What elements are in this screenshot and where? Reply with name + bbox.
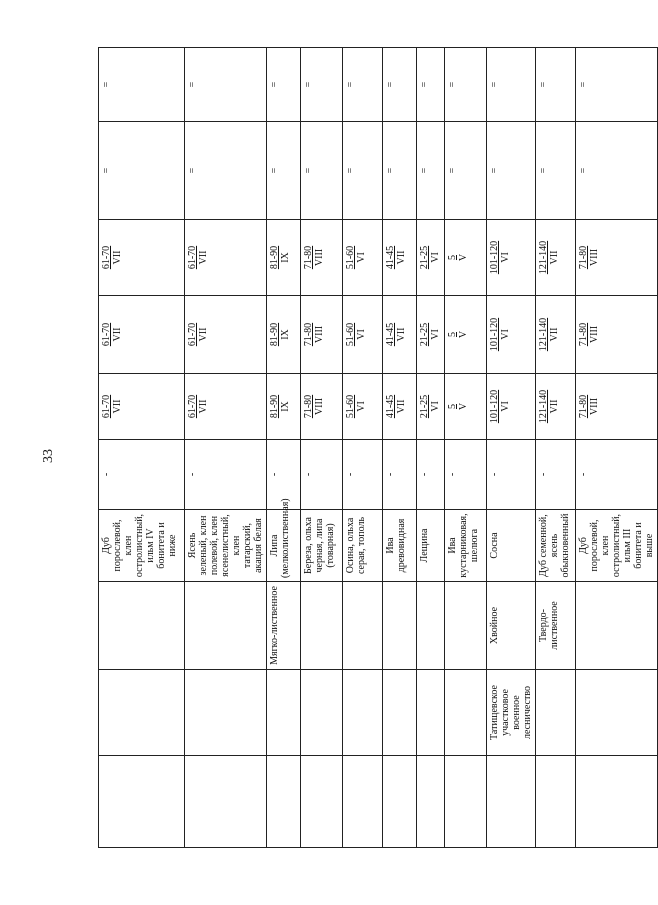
- district-cell: [301, 670, 343, 756]
- fraction-numerator: 51-60: [345, 394, 356, 419]
- equal-cell-2: [301, 48, 343, 122]
- fraction-denominator: IX: [280, 252, 291, 263]
- mark-cell-text: -: [489, 472, 500, 477]
- fraction-numerator: 41-45: [385, 245, 396, 270]
- equal-cell-1: [536, 122, 576, 220]
- table-row: [487, 48, 536, 848]
- species-cell-text: Осина, ольха серая, тополь: [345, 516, 367, 575]
- fraction: [578, 323, 600, 346]
- table-row: [99, 48, 185, 848]
- fraction: [303, 323, 325, 346]
- species-cell-text: Ива древовидная: [385, 518, 407, 573]
- value-cell-1: [301, 374, 343, 440]
- table-row: [301, 48, 343, 848]
- fraction-numerator: 71-80: [303, 245, 314, 270]
- equal-cell-2-text: =: [187, 81, 198, 88]
- value-cell-2: [487, 296, 536, 374]
- fraction: [101, 246, 123, 269]
- table-row: [343, 48, 383, 848]
- fraction-denominator: V: [458, 253, 469, 262]
- species-cell-text: Дуб порослевой, клен остролистный, ильм III бонитета и выше: [578, 513, 655, 578]
- fraction-denominator: VII: [549, 250, 560, 265]
- district-cell: [343, 670, 383, 756]
- value-cell-1: [417, 374, 445, 440]
- fraction-numerator: 61-70: [187, 245, 198, 270]
- species-cell: [267, 498, 301, 582]
- fraction-numerator: 61-70: [187, 394, 198, 419]
- value-cell-3: [576, 220, 658, 296]
- mark-cell: [185, 440, 267, 510]
- value-cell-3: [185, 220, 267, 296]
- species-cell: [99, 510, 185, 582]
- species-cell-text: Лещина: [419, 528, 430, 563]
- district-cell-text: Татищевское участковое военное лесничество: [489, 685, 533, 740]
- equal-cell-2-text: =: [269, 81, 280, 88]
- fraction-denominator: VI: [356, 252, 367, 263]
- group-cell-text: Мягко-лиственное: [269, 586, 280, 665]
- fraction-numerator: 21-25: [419, 245, 430, 270]
- value-cell-1: [383, 374, 417, 440]
- fraction-denominator: VI: [500, 401, 511, 412]
- equal-cell-1: [383, 122, 417, 220]
- fraction-numerator: 51-60: [345, 245, 356, 270]
- equal-cell-1-text: =: [538, 167, 549, 174]
- value-cell-2: [417, 296, 445, 374]
- species-cell: [487, 510, 536, 582]
- fraction-numerator: 41-45: [385, 322, 396, 347]
- equal-cell-2-text: =: [419, 81, 430, 88]
- species-cell: [445, 510, 487, 582]
- equal-cell-1: [445, 122, 487, 220]
- district-cell: [417, 670, 445, 756]
- table-row: [417, 48, 445, 848]
- fraction-denominator: VII: [112, 399, 123, 414]
- equal-cell-1: [99, 122, 185, 220]
- equal-cell-1: [576, 122, 658, 220]
- fraction-denominator: VIII: [589, 397, 600, 416]
- fraction-numerator: 71-80: [578, 394, 589, 419]
- fraction: [101, 323, 123, 346]
- equal-cell-1-text: =: [187, 167, 198, 174]
- equal-cell-2-text: =: [303, 81, 314, 88]
- district-cell: [445, 670, 487, 756]
- species-cell-text: Липа (мелколиственная): [269, 498, 291, 578]
- value-cell-2: [99, 296, 185, 374]
- fraction: [489, 241, 511, 274]
- fraction: [385, 246, 407, 269]
- fraction-numerator: 5: [447, 255, 458, 261]
- value-cell-2: [445, 296, 487, 374]
- equal-cell-2: [267, 48, 301, 122]
- equal-cell-2: [185, 48, 267, 122]
- value-cell-3: [417, 220, 445, 296]
- mark-cell-text: -: [419, 472, 430, 477]
- equal-cell-1: [343, 122, 383, 220]
- value-cell-1: [343, 374, 383, 440]
- equal-cell-2: [383, 48, 417, 122]
- mark-cell: [576, 440, 658, 510]
- group-cell: [576, 582, 658, 670]
- fraction-numerator: 71-80: [303, 322, 314, 347]
- district-cell: [99, 670, 185, 756]
- fraction-denominator: VII: [112, 327, 123, 342]
- fraction-denominator: VIII: [589, 248, 600, 267]
- equal-cell-2: [99, 48, 185, 122]
- fraction-denominator: VIII: [314, 248, 325, 267]
- fraction-numerator: 71-80: [578, 322, 589, 347]
- value-cell-1: [99, 374, 185, 440]
- group-cell-text: Хвойное: [489, 606, 500, 645]
- species-cell-text: Сосна: [489, 532, 500, 559]
- value-cell-3: [536, 220, 576, 296]
- value-cell-3: [301, 220, 343, 296]
- mark-cell-text: -: [101, 472, 112, 477]
- species-cell: [417, 510, 445, 582]
- fraction-denominator: VI: [430, 329, 441, 340]
- table-sheet: [98, 48, 655, 848]
- species-cell: [383, 510, 417, 582]
- fraction: [187, 323, 209, 346]
- fraction: [345, 395, 367, 418]
- fraction-denominator: VI: [430, 252, 441, 263]
- group-cell: [487, 582, 536, 670]
- fraction-denominator: VII: [198, 250, 209, 265]
- fraction-numerator: 101-120: [489, 389, 500, 424]
- species-cell-text: Ясень зеленый, клен полевой, клен ясенелистный, клен татарский, акация белая: [187, 514, 264, 577]
- fraction: [385, 395, 407, 418]
- species-cell-text: Береза, ольха черная, липа (товарная): [303, 517, 336, 574]
- value-cell-2: [576, 296, 658, 374]
- mark-cell: [343, 440, 383, 510]
- blank-cell: [185, 756, 267, 848]
- fraction: [187, 246, 209, 269]
- fraction-numerator: 81-90: [269, 394, 280, 419]
- blank-cell: [301, 756, 343, 848]
- fraction: [447, 331, 469, 338]
- district-cell: [487, 670, 536, 756]
- blank-cell: [576, 756, 658, 848]
- mark-cell-text: -: [385, 472, 396, 477]
- mark-cell-text: -: [447, 472, 458, 477]
- fraction: [538, 241, 560, 274]
- table-row: [576, 48, 658, 848]
- fraction-denominator: IX: [280, 329, 291, 340]
- fraction: [578, 246, 600, 269]
- equal-cell-2-text: =: [489, 81, 500, 88]
- equal-cell-1-text: =: [101, 167, 112, 174]
- species-cell-text: Ива кустарниковая, шелюга: [447, 513, 480, 578]
- fraction-numerator: 81-90: [269, 322, 280, 347]
- group-cell-text: Твердо-лиственное: [538, 601, 560, 650]
- fraction-denominator: VI: [356, 329, 367, 340]
- fraction-numerator: 61-70: [101, 245, 112, 270]
- value-cell-2: [267, 296, 301, 374]
- fraction: [345, 246, 367, 269]
- equal-cell-1-text: =: [489, 167, 500, 174]
- equal-cell-2: [445, 48, 487, 122]
- fraction: [489, 318, 511, 351]
- fraction-denominator: VII: [112, 250, 123, 265]
- fraction-denominator: VII: [549, 327, 560, 342]
- fraction: [303, 395, 325, 418]
- fraction-denominator: VIII: [314, 397, 325, 416]
- page-number: 33: [41, 449, 56, 463]
- equal-cell-1-text: =: [447, 167, 458, 174]
- mark-cell-text: -: [187, 472, 198, 477]
- value-cell-3: [343, 220, 383, 296]
- species-cell-text: Дуб семенной, ясень обыкновенный: [538, 513, 571, 578]
- fraction: [489, 390, 511, 423]
- value-cell-3: [99, 220, 185, 296]
- equal-cell-1-text: =: [578, 167, 589, 174]
- species-cell: [343, 510, 383, 582]
- fraction: [419, 323, 441, 346]
- fraction: [303, 246, 325, 269]
- fraction-denominator: VI: [356, 401, 367, 412]
- mark-cell-text: -: [345, 472, 356, 477]
- blank-cell: [267, 756, 301, 848]
- equal-cell-1: [487, 122, 536, 220]
- mark-cell-text: -: [269, 472, 280, 477]
- equal-cell-2: [536, 48, 576, 122]
- mark-cell: [99, 440, 185, 510]
- fraction-denominator: VII: [396, 250, 407, 265]
- fraction-denominator: VI: [500, 329, 511, 340]
- mark-cell: [536, 440, 576, 510]
- group-cell: [99, 582, 185, 670]
- value-cell-3: [487, 220, 536, 296]
- group-cell: [417, 582, 445, 670]
- fraction: [578, 395, 600, 418]
- equal-cell-1: [301, 122, 343, 220]
- fraction-numerator: 51-60: [345, 322, 356, 347]
- value-cell-2: [383, 296, 417, 374]
- fraction-numerator: 61-70: [101, 394, 112, 419]
- fraction: [345, 323, 367, 346]
- group-cell: [383, 582, 417, 670]
- mark-cell: [417, 440, 445, 510]
- equal-cell-1: [267, 122, 301, 220]
- value-cell-1: [267, 374, 301, 440]
- table-row: [445, 48, 487, 848]
- district-cell: [267, 670, 301, 756]
- fraction-denominator: VII: [549, 399, 560, 414]
- mark-cell-text: -: [538, 472, 549, 477]
- district-cell: [576, 670, 658, 756]
- value-cell-1: [445, 374, 487, 440]
- fraction-numerator: 81-90: [269, 245, 280, 270]
- equal-cell-1-text: =: [419, 167, 430, 174]
- equal-cell-1-text: =: [385, 167, 396, 174]
- blank-cell: [383, 756, 417, 848]
- equal-cell-2: [343, 48, 383, 122]
- fraction-numerator: 121-140: [538, 240, 549, 275]
- fraction-numerator: 21-25: [419, 394, 430, 419]
- value-cell-1: [487, 374, 536, 440]
- blank-cell: [536, 756, 576, 848]
- blank-cell: [487, 756, 536, 848]
- group-cell: [267, 582, 301, 670]
- table-row: [536, 48, 576, 848]
- fraction: [385, 323, 407, 346]
- fraction-denominator: VI: [430, 401, 441, 412]
- fraction-numerator: 61-70: [187, 322, 198, 347]
- value-cell-3: [383, 220, 417, 296]
- fraction-denominator: V: [458, 402, 469, 411]
- equal-cell-2-text: =: [101, 81, 112, 88]
- fraction-numerator: 61-70: [101, 322, 112, 347]
- table-body: [99, 48, 658, 848]
- fraction-numerator: 71-80: [578, 245, 589, 270]
- mark-cell: [301, 440, 343, 510]
- mark-cell: [445, 440, 487, 510]
- blank-cell: [99, 756, 185, 848]
- blank-cell: [343, 756, 383, 848]
- value-cell-1: [185, 374, 267, 440]
- fraction-denominator: VII: [396, 399, 407, 414]
- group-cell: [185, 582, 267, 670]
- mark-cell: [487, 440, 536, 510]
- rotated-table-wrapper: [98, 48, 655, 848]
- value-cell-2: [536, 296, 576, 374]
- value-cell-3: [445, 220, 487, 296]
- fraction-numerator: 21-25: [419, 322, 430, 347]
- fraction-denominator: VIII: [589, 325, 600, 344]
- fraction: [447, 403, 469, 410]
- equal-cell-2-text: =: [345, 81, 356, 88]
- value-cell-2: [301, 296, 343, 374]
- group-cell: [445, 582, 487, 670]
- fraction-numerator: 101-120: [489, 317, 500, 352]
- fraction-denominator: VIII: [314, 325, 325, 344]
- table-row: [267, 48, 301, 848]
- fraction-numerator: 5: [447, 404, 458, 410]
- mark-cell-text: -: [303, 472, 314, 477]
- fraction: [447, 254, 469, 261]
- species-cell-text: Дуб порослевой, клен остролистный, ильм IV бонитета и ниже: [101, 513, 178, 578]
- fraction: [269, 395, 291, 418]
- group-cell: [343, 582, 383, 670]
- fraction-denominator: VII: [198, 399, 209, 414]
- value-cell-2: [185, 296, 267, 374]
- fraction-numerator: 121-140: [538, 317, 549, 352]
- fraction: [269, 246, 291, 269]
- equal-cell-2: [487, 48, 536, 122]
- species-cell: [185, 510, 267, 582]
- fraction-numerator: 71-80: [303, 394, 314, 419]
- group-cell: [536, 582, 576, 670]
- district-cell: [383, 670, 417, 756]
- equal-cell-2: [417, 48, 445, 122]
- mark-cell: [383, 440, 417, 510]
- fraction: [187, 395, 209, 418]
- value-cell-1: [576, 374, 658, 440]
- equal-cell-2-text: =: [538, 81, 549, 88]
- group-cell: [301, 582, 343, 670]
- fraction-denominator: VI: [500, 252, 511, 263]
- fraction-numerator: 101-120: [489, 240, 500, 275]
- species-cell: [576, 510, 658, 582]
- blank-cell: [417, 756, 445, 848]
- species-cell: [536, 510, 576, 582]
- fraction: [269, 323, 291, 346]
- table-row: [383, 48, 417, 848]
- fraction-numerator: 41-45: [385, 394, 396, 419]
- fraction-denominator: VII: [396, 327, 407, 342]
- fraction-denominator: IX: [280, 401, 291, 412]
- mark-cell-text: -: [578, 472, 589, 477]
- fraction: [538, 318, 560, 351]
- species-cell: [301, 510, 343, 582]
- fraction-numerator: 121-140: [538, 389, 549, 424]
- fraction: [419, 395, 441, 418]
- equal-cell-1-text: =: [303, 167, 314, 174]
- equal-cell-2-text: =: [385, 81, 396, 88]
- fraction: [419, 246, 441, 269]
- value-cell-3: [267, 220, 301, 296]
- equal-cell-2-text: =: [447, 81, 458, 88]
- equal-cell-1-text: =: [269, 167, 280, 174]
- blank-cell: [445, 756, 487, 848]
- value-cell-2: [343, 296, 383, 374]
- district-cell: [536, 670, 576, 756]
- equal-cell-2: [576, 48, 658, 122]
- fraction: [538, 390, 560, 423]
- fraction-numerator: 5: [447, 332, 458, 338]
- fraction-denominator: V: [458, 330, 469, 339]
- fraction: [101, 395, 123, 418]
- equal-cell-1-text: =: [345, 167, 356, 174]
- fraction-denominator: VII: [198, 327, 209, 342]
- forest-age-table: [98, 47, 658, 848]
- table-row: [185, 48, 267, 848]
- equal-cell-1: [417, 122, 445, 220]
- equal-cell-1: [185, 122, 267, 220]
- equal-cell-2-text: =: [578, 81, 589, 88]
- value-cell-1: [536, 374, 576, 440]
- district-cell: [185, 670, 267, 756]
